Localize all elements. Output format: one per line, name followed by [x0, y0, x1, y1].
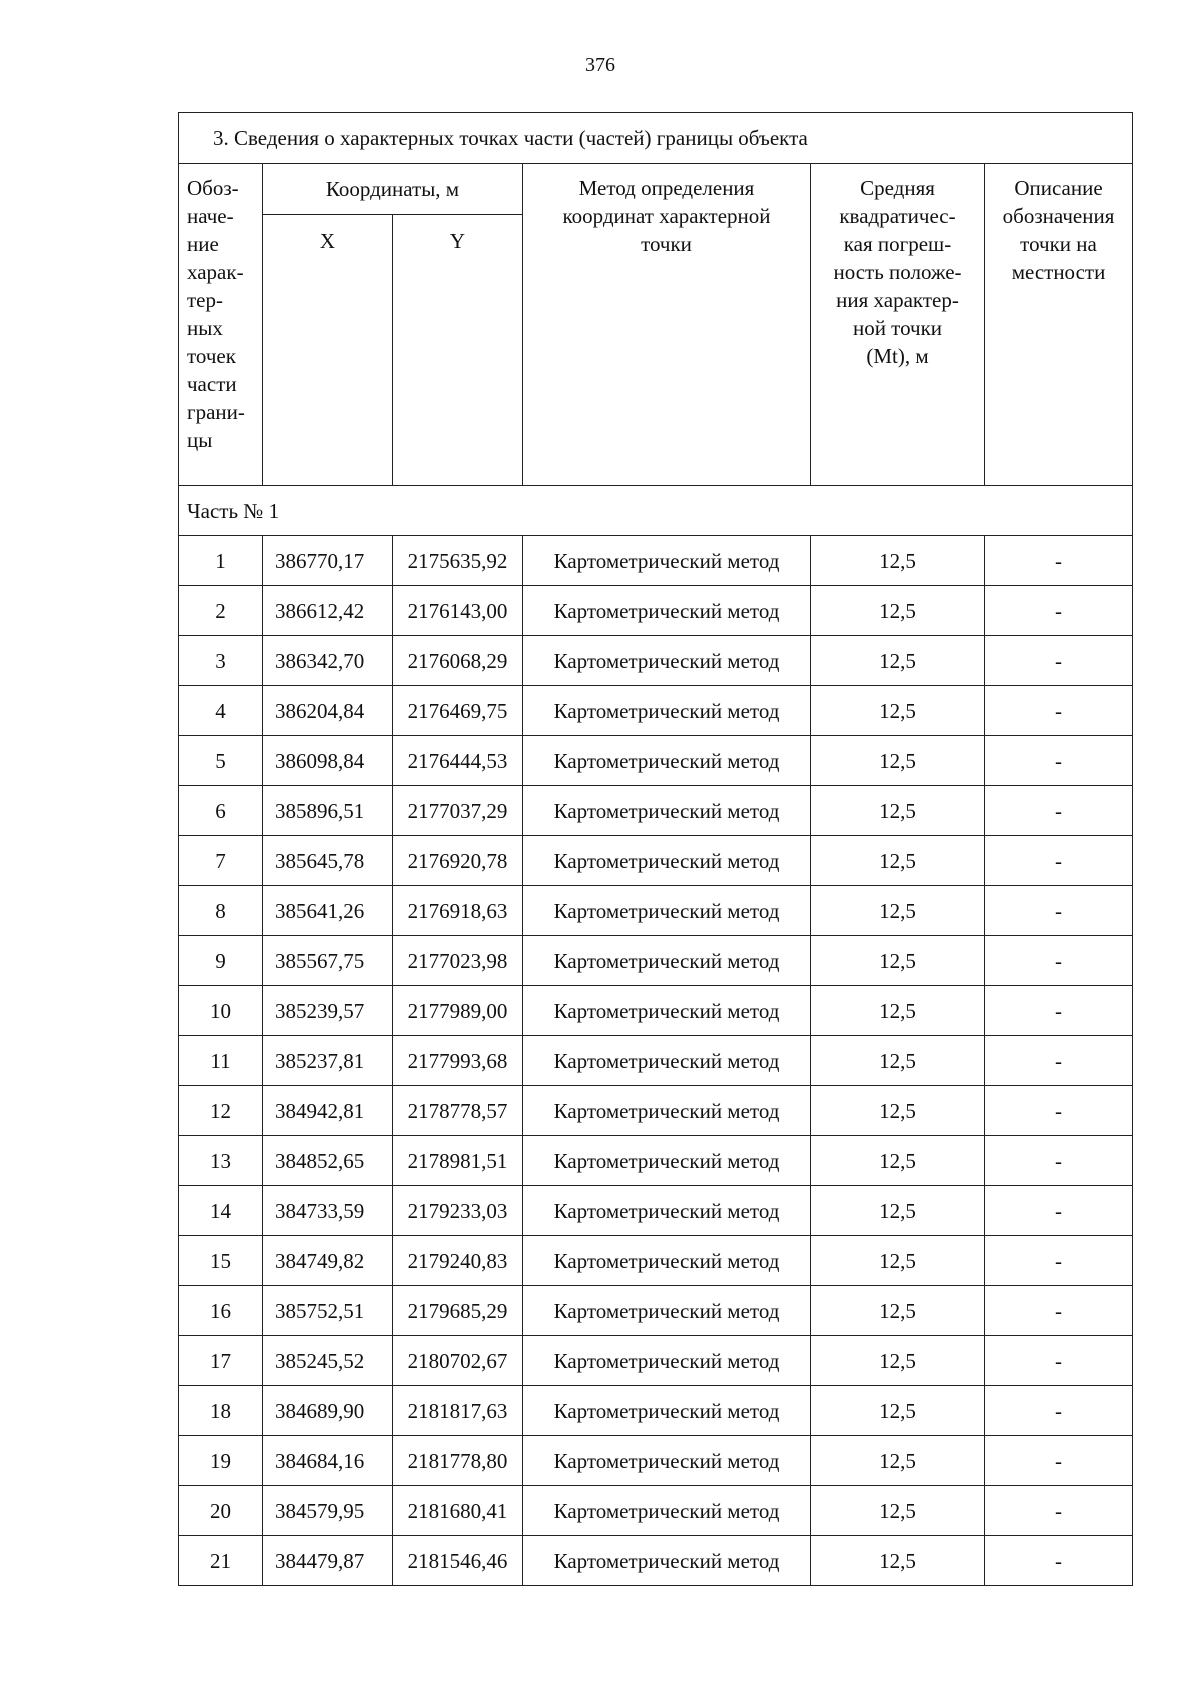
cell-x: 385245,52 [263, 1336, 393, 1386]
cell-method: Картометрический метод [523, 936, 811, 986]
cell-error: 12,5 [811, 586, 985, 636]
header-designation [179, 164, 263, 486]
cell-method: Картометрический метод [523, 1286, 811, 1336]
cell-point-number: 16 [179, 1286, 263, 1336]
table-row [179, 1436, 1133, 1486]
cell-error: 12,5 [811, 786, 985, 836]
cell-method: Картометрический метод [523, 836, 811, 886]
table-row [179, 886, 1133, 936]
cell-error: 12,5 [811, 1286, 985, 1336]
cell-point-number: 17 [179, 1336, 263, 1386]
cell-point-number: 14 [179, 1186, 263, 1236]
table-row [179, 536, 1133, 586]
cell-method: Картометрический метод [523, 1236, 811, 1286]
cell-y: 2176143,00 [393, 586, 523, 636]
cell-error: 12,5 [811, 1436, 985, 1486]
cell-method: Картометрический метод [523, 1386, 811, 1436]
cell-description: - [985, 1136, 1133, 1186]
table-title-row [179, 113, 1133, 164]
cell-x: 386770,17 [263, 536, 393, 586]
cell-point-number: 21 [179, 1536, 263, 1586]
cell-x: 385752,51 [263, 1286, 393, 1336]
cell-y: 2181680,41 [393, 1486, 523, 1536]
header-x: X [263, 215, 393, 486]
header-coordinates: Координаты, м [263, 164, 523, 215]
cell-method: Картометрический метод [523, 986, 811, 1036]
cell-y: 2180702,67 [393, 1336, 523, 1386]
cell-x: 385237,81 [263, 1036, 393, 1086]
cell-description: - [985, 1486, 1133, 1536]
cell-description: - [985, 686, 1133, 736]
cell-method: Картометрический метод [523, 786, 811, 836]
cell-error: 12,5 [811, 1136, 985, 1186]
cell-x: 384579,95 [263, 1486, 393, 1536]
cell-y: 2181817,63 [393, 1386, 523, 1436]
cell-description: - [985, 1336, 1133, 1386]
cell-description: - [985, 586, 1133, 636]
cell-description: - [985, 736, 1133, 786]
table-row [179, 586, 1133, 636]
cell-error: 12,5 [811, 1086, 985, 1136]
cell-method: Картометрический метод [523, 736, 811, 786]
cell-x: 384733,59 [263, 1186, 393, 1236]
cell-error: 12,5 [811, 736, 985, 786]
cell-point-number: 2 [179, 586, 263, 636]
table-row [179, 1086, 1133, 1136]
cell-description: - [985, 1436, 1133, 1486]
cell-description: - [985, 986, 1133, 1036]
part-label: Часть № 1 [179, 486, 1133, 536]
cell-method: Картометрический метод [523, 1436, 811, 1486]
cell-point-number: 19 [179, 1436, 263, 1486]
cell-method: Картометрический метод [523, 1486, 811, 1536]
cell-point-number: 8 [179, 886, 263, 936]
cell-error: 12,5 [811, 1386, 985, 1436]
cell-y: 2177037,29 [393, 786, 523, 836]
cell-point-number: 5 [179, 736, 263, 786]
cell-error: 12,5 [811, 986, 985, 1036]
section-title: 3. Сведения о характерных точках части (частей) границы объекта [179, 113, 1133, 164]
table-row [179, 1336, 1133, 1386]
cell-method: Картометрический метод [523, 1086, 811, 1136]
cell-x: 386098,84 [263, 736, 393, 786]
cell-method: Картометрический метод [523, 1186, 811, 1236]
cell-point-number: 12 [179, 1086, 263, 1136]
cell-method: Картометрический метод [523, 1536, 811, 1586]
cell-x: 384852,65 [263, 1136, 393, 1186]
cell-method: Картометрический метод [523, 536, 811, 586]
cell-x: 384479,87 [263, 1536, 393, 1586]
cell-x: 385567,75 [263, 936, 393, 986]
header-description [985, 164, 1133, 486]
header-row [179, 164, 1133, 215]
cell-y: 2178981,51 [393, 1136, 523, 1186]
cell-description: - [985, 1286, 1133, 1336]
cell-description: - [985, 636, 1133, 686]
cell-method: Картометрический метод [523, 1036, 811, 1086]
cell-y: 2176444,53 [393, 736, 523, 786]
header-method-label: Метод определения координат характерной точки [562, 176, 771, 256]
table-row [179, 686, 1133, 736]
cell-point-number: 7 [179, 836, 263, 886]
cell-description: - [985, 1386, 1133, 1436]
table-row [179, 786, 1133, 836]
table-row [179, 736, 1133, 786]
cell-error: 12,5 [811, 686, 985, 736]
cell-x: 385645,78 [263, 836, 393, 886]
cell-y: 2179685,29 [393, 1286, 523, 1336]
cell-point-number: 6 [179, 786, 263, 836]
header-error-label: Средняя квадратичес- кая погреш- ность положе- ния характер- ной точки (Mt), м [833, 176, 962, 368]
header-method [523, 164, 811, 486]
table-row [179, 1136, 1133, 1186]
table-row [179, 1236, 1133, 1286]
cell-description: - [985, 936, 1133, 986]
cell-x: 386342,70 [263, 636, 393, 686]
header-y: Y [393, 215, 523, 486]
cell-x: 384684,16 [263, 1436, 393, 1486]
cell-description: - [985, 836, 1133, 886]
cell-y: 2177989,00 [393, 986, 523, 1036]
cell-y: 2181546,46 [393, 1536, 523, 1586]
cell-point-number: 20 [179, 1486, 263, 1536]
cell-method: Картометрический метод [523, 636, 811, 686]
table-row [179, 936, 1133, 986]
cell-x: 384942,81 [263, 1086, 393, 1136]
cell-point-number: 15 [179, 1236, 263, 1286]
cell-error: 12,5 [811, 836, 985, 886]
cell-point-number: 10 [179, 986, 263, 1036]
cell-point-number: 11 [179, 1036, 263, 1086]
cell-x: 385239,57 [263, 986, 393, 1036]
cell-description: - [985, 1186, 1133, 1236]
table-row [179, 1536, 1133, 1586]
page-number: 376 [585, 54, 615, 76]
part-row [179, 486, 1133, 536]
header-error [811, 164, 985, 486]
table-row [179, 836, 1133, 886]
cell-x: 385641,26 [263, 886, 393, 936]
cell-point-number: 1 [179, 536, 263, 586]
cell-point-number: 3 [179, 636, 263, 686]
cell-y: 2177023,98 [393, 936, 523, 986]
cell-error: 12,5 [811, 636, 985, 686]
cell-error: 12,5 [811, 1036, 985, 1086]
table-row [179, 1286, 1133, 1336]
cell-y: 2179240,83 [393, 1236, 523, 1286]
table-row [179, 1186, 1133, 1236]
cell-point-number: 13 [179, 1136, 263, 1186]
cell-description: - [985, 1036, 1133, 1086]
cell-description: - [985, 886, 1133, 936]
cell-error: 12,5 [811, 1486, 985, 1536]
cell-error: 12,5 [811, 886, 985, 936]
cell-description: - [985, 1536, 1133, 1586]
table-row [179, 1386, 1133, 1436]
cell-error: 12,5 [811, 1536, 985, 1586]
cell-y: 2175635,92 [393, 536, 523, 586]
cell-error: 12,5 [811, 1336, 985, 1386]
cell-y: 2181778,80 [393, 1436, 523, 1486]
cell-error: 12,5 [811, 936, 985, 986]
cell-x: 385896,51 [263, 786, 393, 836]
cell-method: Картометрический метод [523, 886, 811, 936]
cell-x: 386204,84 [263, 686, 393, 736]
cell-point-number: 4 [179, 686, 263, 736]
cell-y: 2176920,78 [393, 836, 523, 886]
cell-error: 12,5 [811, 1186, 985, 1236]
cell-y: 2176918,63 [393, 886, 523, 936]
cell-y: 2177993,68 [393, 1036, 523, 1086]
boundary-points-table [178, 112, 1133, 1586]
cell-error: 12,5 [811, 536, 985, 586]
cell-method: Картометрический метод [523, 1336, 811, 1386]
cell-point-number: 9 [179, 936, 263, 986]
cell-x: 384689,90 [263, 1386, 393, 1436]
table-row [179, 1486, 1133, 1536]
table-row [179, 636, 1133, 686]
cell-error: 12,5 [811, 1236, 985, 1286]
cell-y: 2176469,75 [393, 686, 523, 736]
cell-method: Картометрический метод [523, 586, 811, 636]
cell-x: 384749,82 [263, 1236, 393, 1286]
cell-description: - [985, 536, 1133, 586]
table-row [179, 1036, 1133, 1086]
cell-y: 2179233,03 [393, 1186, 523, 1236]
cell-y: 2176068,29 [393, 636, 523, 686]
cell-description: - [985, 1236, 1133, 1286]
cell-x: 386612,42 [263, 586, 393, 636]
cell-method: Картометрический метод [523, 686, 811, 736]
cell-description: - [985, 1086, 1133, 1136]
table-row [179, 986, 1133, 1036]
header-description-label: Описание обозначения точки на местности [1002, 176, 1115, 284]
cell-description: - [985, 786, 1133, 836]
header-designation-label: Обоз- наче- ние харак- тер- ных точек части грани- цы [187, 176, 245, 452]
cell-method: Картометрический метод [523, 1136, 811, 1186]
cell-point-number: 18 [179, 1386, 263, 1436]
cell-y: 2178778,57 [393, 1086, 523, 1136]
